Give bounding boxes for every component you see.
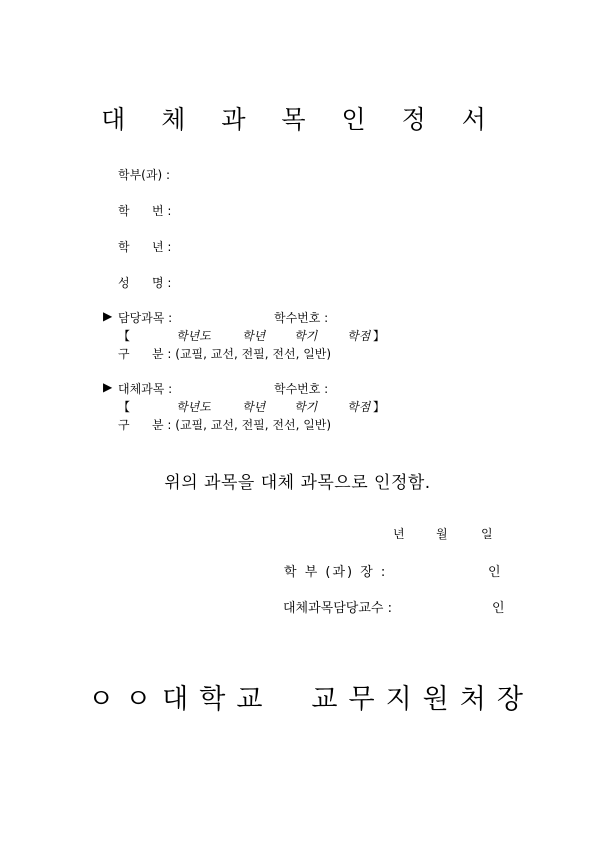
sub-grade-label: 학년 — [242, 400, 266, 414]
triangle-marker-icon: ▶ — [103, 380, 113, 394]
orig-course-code-label: 학수번호 : — [274, 311, 329, 325]
date-day-label: 일 — [481, 527, 493, 541]
dept-head-seal: 인 — [488, 565, 501, 580]
date-month-label: 월 — [436, 527, 448, 541]
bracket-open: 【 — [118, 400, 131, 414]
year-label-left: 학 — [118, 240, 130, 254]
orig-course-label: 담당과목 : — [118, 311, 173, 325]
student-id-label-right: 번 : — [152, 204, 172, 218]
name-label-left: 성 — [118, 276, 130, 290]
dept-head-label: 학 부 (과) 장 : — [284, 565, 388, 580]
orig-type-label-right: 분 : (교필, 교선, 전필, 전선, 일반) — [152, 347, 332, 361]
bracket-close: 】 — [373, 329, 386, 343]
sub-credit-label: 학점 — [347, 400, 371, 414]
sub-course-code-label: 학수번호 : — [274, 382, 329, 396]
orig-school-year-label: 학년도 — [176, 329, 211, 343]
orig-grade-label: 학년 — [242, 329, 266, 343]
name-label-right: 명 : — [152, 276, 172, 290]
triangle-marker-icon: ▶ — [103, 309, 113, 323]
approval-statement: 위의 과목을 대체 과목으로 인정함. — [164, 473, 431, 493]
dept-field-label: 학부(과) : — [118, 168, 170, 182]
professor-label: 대체과목담당교수 : — [283, 601, 392, 616]
sub-type-label-left: 구 — [118, 418, 130, 432]
bracket-open: 【 — [118, 329, 131, 343]
orig-type-label-left: 구 — [118, 347, 130, 361]
sub-type-label-right: 분 : (교필, 교선, 전필, 전선, 일반) — [152, 418, 332, 432]
sub-semester-label: 학기 — [294, 400, 318, 414]
sub-course-label: 대체과목 : — [118, 382, 173, 396]
sub-school-year-label: 학년도 — [176, 400, 211, 414]
school-name: ㅇㅇ대학교 — [88, 684, 274, 715]
year-label-right: 년 : — [152, 240, 172, 254]
orig-semester-label: 학기 — [294, 329, 318, 343]
document-title: 대 체 과 목 인 정 서 — [101, 105, 500, 134]
professor-seal: 인 — [492, 601, 505, 616]
bracket-close: 】 — [373, 400, 386, 414]
issuer-footer — [88, 677, 534, 716]
orig-credit-label: 학점 — [347, 329, 371, 343]
office-name: 교무지원처장 — [311, 684, 534, 715]
date-year-label: 년 — [393, 527, 405, 541]
student-id-label-left: 학 — [118, 204, 130, 218]
